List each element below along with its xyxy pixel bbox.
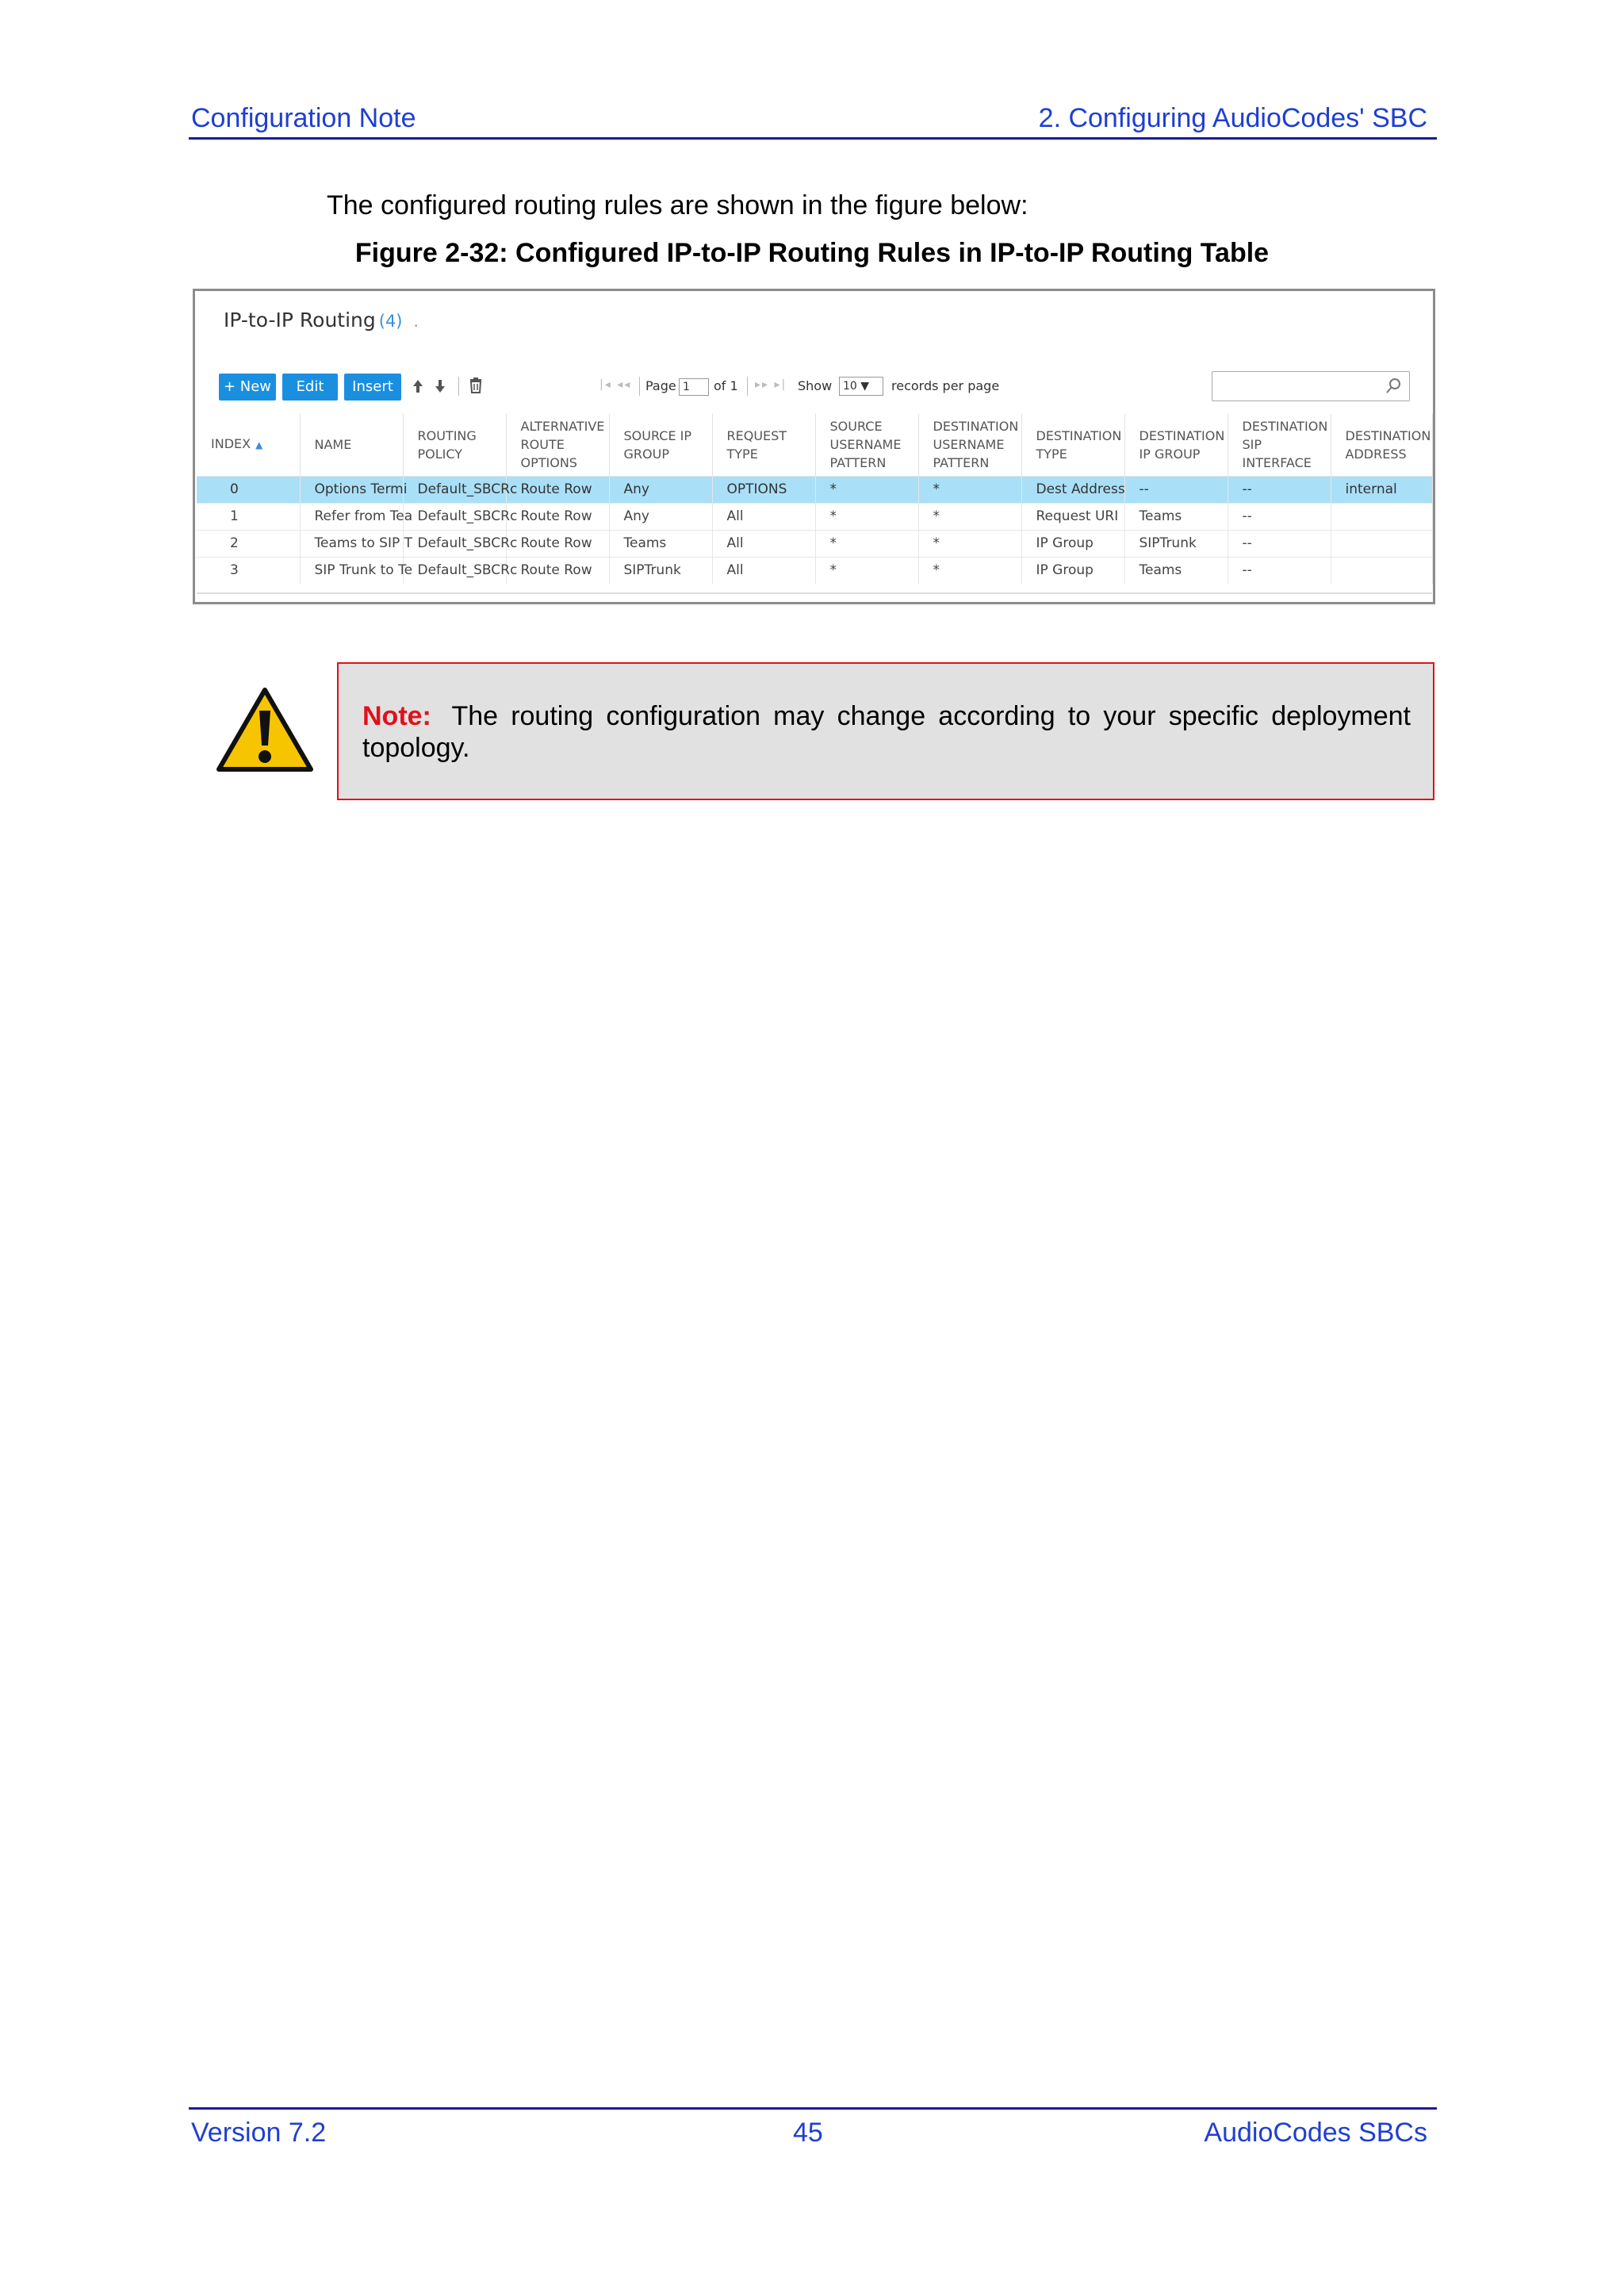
column-header-text: OPTIONS xyxy=(520,455,577,471)
table-cell: * xyxy=(815,530,918,557)
routing-table xyxy=(197,414,1433,584)
column-header[interactable] xyxy=(1124,414,1228,476)
column-header-text: PATTERN xyxy=(933,455,990,471)
column-header[interactable] xyxy=(300,414,403,476)
table-cell: Default_SBCRc xyxy=(403,530,506,557)
column-header-text: DESTINATION xyxy=(1345,427,1431,443)
table-footer xyxy=(197,592,1432,602)
note-label: Note: xyxy=(362,701,431,731)
column-header[interactable] xyxy=(1021,414,1124,476)
column-header[interactable] xyxy=(1331,414,1432,476)
search-input[interactable] xyxy=(1212,371,1410,401)
title-dot: . xyxy=(413,312,419,331)
column-header-text: ROUTING xyxy=(417,427,477,443)
page-of-label: of 1 xyxy=(714,378,738,393)
column-header-text: GROUP xyxy=(623,446,669,462)
column-header-text: SIP xyxy=(1242,437,1262,453)
first-prev-page-icon[interactable]: |◂ ◂◂ xyxy=(599,378,632,391)
table-cell: Refer from Tea xyxy=(300,503,403,530)
column-header-text: INDEX xyxy=(211,436,251,452)
table-cell: 0 xyxy=(197,476,300,503)
table-cell: * xyxy=(815,557,918,584)
header-left-title: Configuration Note xyxy=(191,103,416,133)
table-cell: Options Termi xyxy=(300,476,403,503)
table-cell: Dest Address xyxy=(1021,476,1124,503)
table-cell: * xyxy=(815,503,918,530)
footer-version: Version 7.2 xyxy=(191,2118,327,2148)
column-header-text: DESTINATION xyxy=(1242,419,1328,435)
table-cell: * xyxy=(815,476,918,503)
table-cell: -- xyxy=(1228,530,1331,557)
column-header-text: REQUEST xyxy=(726,427,787,443)
footer-product: AudioCodes SBCs xyxy=(1204,2118,1427,2148)
column-header-text: TYPE xyxy=(726,446,758,462)
column-header[interactable] xyxy=(815,414,918,476)
column-header-text: PATTERN xyxy=(829,455,887,471)
table-cell: Teams xyxy=(1124,503,1228,530)
move-down-icon[interactable] xyxy=(433,375,447,400)
table-cell: Any xyxy=(609,503,712,530)
table-cell xyxy=(1331,503,1432,530)
column-header-text: INTERFACE xyxy=(1242,455,1312,471)
column-header-text: ADDRESS xyxy=(1345,446,1407,462)
table-cell: Teams to SIP T xyxy=(300,530,403,557)
table-cell: -- xyxy=(1228,476,1331,503)
sort-ascending-icon[interactable]: ▲ xyxy=(255,439,263,451)
table-cell: Default_SBCRc xyxy=(403,476,506,503)
intro-text: The configured routing rules are shown in the figure below: xyxy=(327,190,1028,220)
column-header-text: DESTINATION xyxy=(1036,427,1122,443)
table-cell: OPTIONS xyxy=(712,476,815,503)
table-cell xyxy=(1331,557,1432,584)
table-cell: SIP Trunk to Te xyxy=(300,557,403,584)
column-header-text: DESTINATION xyxy=(933,419,1019,435)
table-header-row xyxy=(197,414,1432,476)
move-up-icon[interactable] xyxy=(411,375,425,400)
routing-table-screenshot xyxy=(193,289,1435,604)
toolbar-divider xyxy=(458,377,459,396)
table-cell: Default_SBCRc xyxy=(403,503,506,530)
page-header xyxy=(189,100,1437,140)
table-cell: * xyxy=(918,503,1021,530)
table-cell: * xyxy=(918,476,1021,503)
column-header[interactable] xyxy=(712,414,815,476)
records-per-page-label: records per page xyxy=(891,378,1000,393)
table-cell: 1 xyxy=(197,503,300,530)
table-cell: IP Group xyxy=(1021,557,1124,584)
table-cell xyxy=(1331,530,1432,557)
note-box xyxy=(337,662,1434,800)
column-header-text: TYPE xyxy=(1036,446,1067,462)
insert-button[interactable]: Insert xyxy=(344,374,401,401)
table-cell: Any xyxy=(609,476,712,503)
table-cell: Route Row xyxy=(506,503,609,530)
column-header-text: SOURCE xyxy=(829,419,883,435)
table-cell: -- xyxy=(1228,557,1331,584)
new-button[interactable]: + New xyxy=(219,374,276,401)
pager-divider-2 xyxy=(747,377,748,396)
table-cell: Route Row xyxy=(506,476,609,503)
table-cell: All xyxy=(712,503,815,530)
search-icon xyxy=(1384,377,1403,396)
table-cell: Teams xyxy=(609,530,712,557)
column-header[interactable] xyxy=(197,414,300,476)
table-cell: -- xyxy=(1124,476,1228,503)
column-header-text: SOURCE IP xyxy=(623,427,692,443)
header-right-title: 2. Configuring AudioCodes' SBC xyxy=(1038,103,1427,133)
table-row[interactable] xyxy=(197,530,1432,557)
column-header-text: USERNAME xyxy=(829,437,902,453)
screenshot-title xyxy=(224,309,419,332)
edit-button[interactable]: Edit xyxy=(282,374,338,401)
table-cell: 2 xyxy=(197,530,300,557)
table-cell: * xyxy=(918,557,1021,584)
table-cell: Route Row xyxy=(506,530,609,557)
column-header[interactable] xyxy=(918,414,1021,476)
table-row[interactable] xyxy=(197,557,1432,584)
warning-icon xyxy=(216,687,314,778)
column-header[interactable] xyxy=(506,414,609,476)
table-cell: SIPTrunk xyxy=(609,557,712,584)
page-number: 45 xyxy=(793,2118,823,2148)
column-header-text: USERNAME xyxy=(933,437,1005,453)
screenshot-title-text: IP-to-IP Routing xyxy=(224,309,376,332)
table-cell: Request URI xyxy=(1021,503,1124,530)
table-cell: Teams xyxy=(1124,557,1228,584)
column-header[interactable] xyxy=(403,414,506,476)
column-header-text: ALTERNATIVE xyxy=(520,419,605,435)
table-cell: IP Group xyxy=(1021,530,1124,557)
column-header-text: IP GROUP xyxy=(1139,446,1201,462)
table-cell: internal xyxy=(1331,476,1432,503)
table-cell: All xyxy=(712,557,815,584)
column-header-text: ROUTE xyxy=(520,437,565,453)
table-cell: -- xyxy=(1228,503,1331,530)
column-header[interactable] xyxy=(1228,414,1331,476)
table-row[interactable] xyxy=(197,476,1432,503)
column-header-text: DESTINATION xyxy=(1139,427,1225,443)
page-label: Page xyxy=(645,378,676,393)
figure-caption: Figure 2-32: Configured IP-to-IP Routing Rules in IP-to-IP Routing Table xyxy=(354,238,1270,268)
next-last-page-icon[interactable]: ▸▸ ▸| xyxy=(755,378,787,391)
records-per-page-select[interactable]: 10 ▼ xyxy=(839,377,883,396)
table-cell: * xyxy=(918,530,1021,557)
record-count: (4) xyxy=(378,312,403,331)
table-cell: All xyxy=(712,530,815,557)
page-footer xyxy=(189,2107,1437,2155)
show-label: Show xyxy=(798,378,833,393)
column-header[interactable] xyxy=(609,414,712,476)
page-number-input[interactable]: 1 xyxy=(679,378,709,396)
note-text-block xyxy=(362,700,1411,764)
table-cell: Route Row xyxy=(506,557,609,584)
column-header-text: NAME xyxy=(314,437,352,453)
table-row[interactable] xyxy=(197,503,1432,530)
table-cell: Default_SBCRc xyxy=(403,557,506,584)
table-cell: SIPTrunk xyxy=(1124,530,1228,557)
trash-icon[interactable] xyxy=(468,375,484,400)
column-header-text: POLICY xyxy=(417,446,463,462)
pager-divider xyxy=(639,377,640,396)
table-cell: 3 xyxy=(197,557,300,584)
note-text: The routing configuration may change according to your specific deployment topology. xyxy=(362,701,1411,763)
